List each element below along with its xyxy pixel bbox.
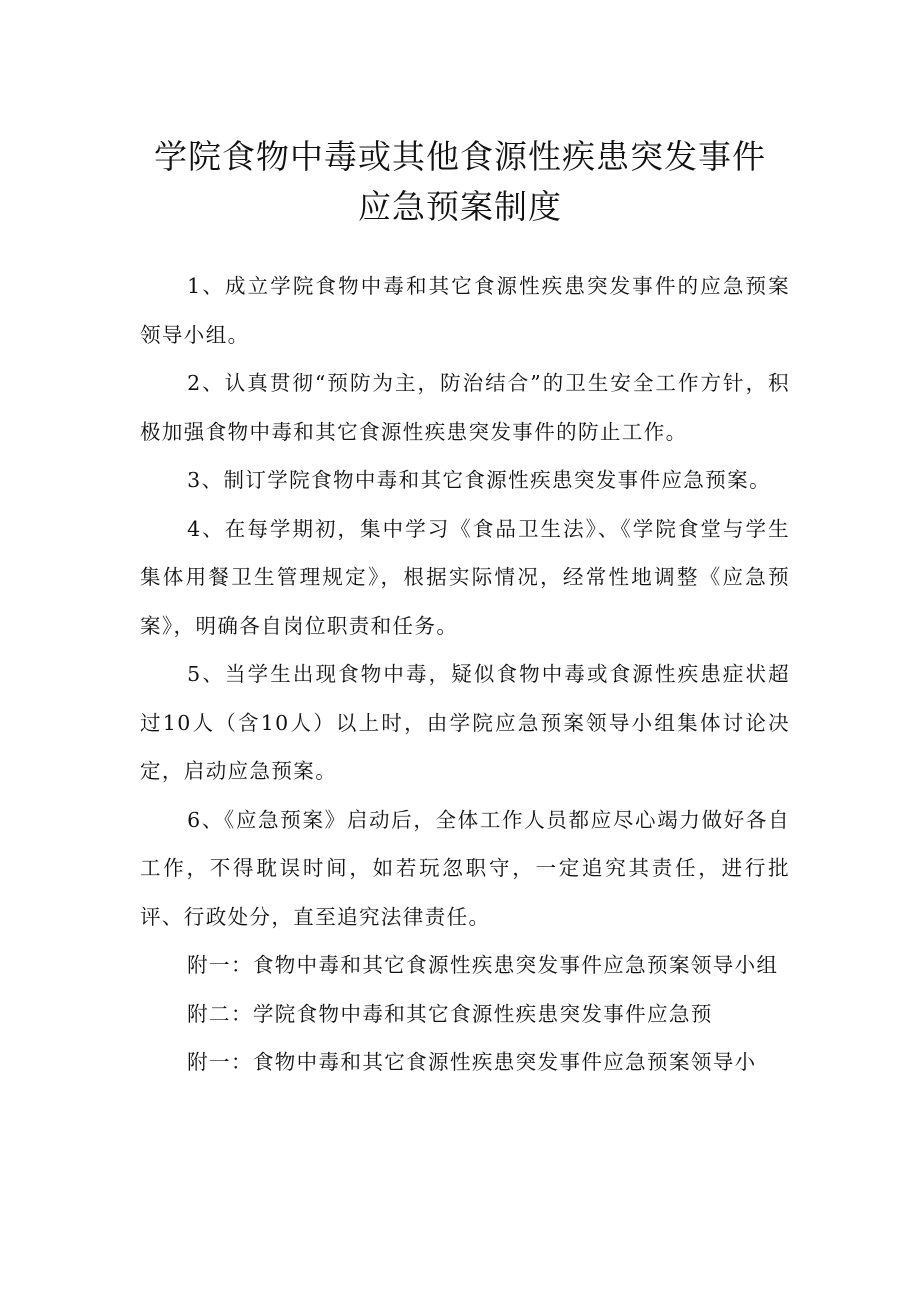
paragraph-2: 2、认真贯彻“预防为主，防治结合”的卫生安全工作方针，积极加强食物中毒和其它食源性疾患突发事件的防止工作。 [140,371,790,444]
appendix-1: 附一：食物中毒和其它食源性疾患突发事件应急预案领导小组 [187,953,779,977]
document-title-line-1: 学院食物中毒或其他食源性疾患突发事件 [154,137,766,176]
appendix-2: 附二：学院食物中毒和其它食源性疾患突发事件应急预 [187,1001,713,1026]
paragraph-4: 4、在每学期初，集中学习《食品卫生法》、《学院食堂与学生集体用餐卫生管理规定》，根据实际情况，经常性地调整《应急预案》，明确各自岗位职责和任务。 [140,516,790,638]
document-body [140,262,790,1087]
appendix-1-repeat: 附一：食物中毒和其它食源性疾患突发事件应急预案领导小 [187,1050,757,1074]
paragraph-1: 1、成立学院食物中毒和其它食源性疾患突发事件的应急预案领导小组。 [140,274,790,347]
paragraph-3: 3、制订学院食物中毒和其它食源性疾患突发事件应急预案。 [187,468,771,492]
document-title-line-2: 应急预案制度 [358,187,562,226]
paragraph-6: 6、《应急预案》启动后，全体工作人员都应尽心竭力做好各自工作，不得耽误时间，如若玩忽职守，一定追究其责任，进行批评、行政处分，直至追究法律责任。 [140,807,790,929]
paragraph-5: 5、当学生出现食物中毒，疑似食物中毒或食源性疾患症状超过10人（含10人）以上时，由学院应急预案领导小组集体讨论决定，启动应急预案。 [140,662,790,783]
